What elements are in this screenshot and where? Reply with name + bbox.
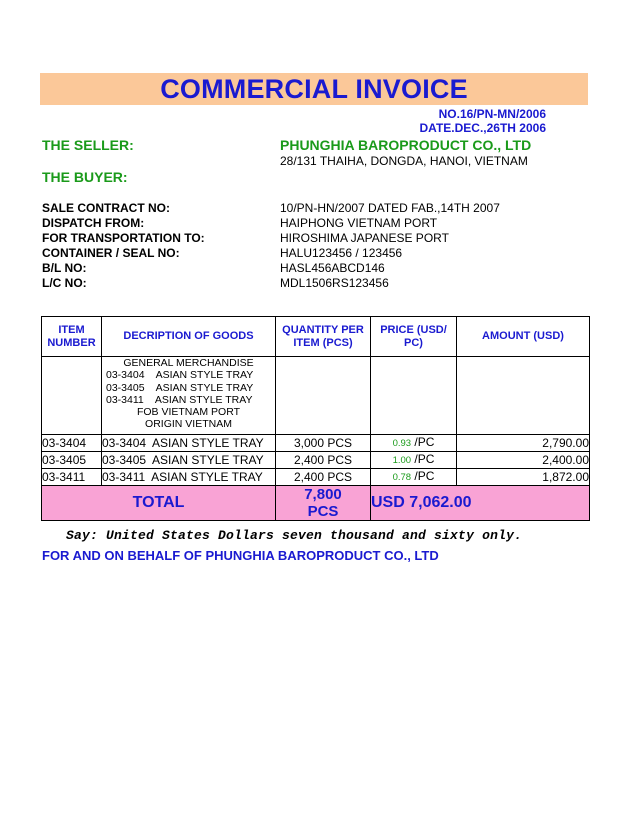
document-title: COMMERCIAL INVOICE <box>160 74 468 104</box>
row-quantity: 3,000 PCS <box>276 435 371 452</box>
row-amount: 2,400.00 <box>457 452 590 469</box>
container-label: CONTAINER / SEAL NO: <box>42 246 180 260</box>
empty-cell <box>457 357 590 435</box>
desc-item-line: 03-3404 ASIAN STYLE TRAY <box>106 369 254 382</box>
desc-origin: ORIGIN VIETNAM <box>145 418 232 431</box>
lc-label: L/C NO: <box>42 276 87 290</box>
header-price: PRICE (USD/ PC) <box>371 317 457 357</box>
container-value: HALU123456 / 123456 <box>280 246 403 260</box>
row-description: 03-3404 ASIAN STYLE TRAY <box>102 435 276 452</box>
row-number: 03-3411 <box>42 469 102 486</box>
row-quantity: 2,400 PCS <box>276 469 371 486</box>
table-row <box>42 469 590 486</box>
header-description: DECRIPTION OF GOODS <box>102 317 276 357</box>
transport-label: FOR TRANSPORTATION TO: <box>42 231 205 245</box>
on-behalf-line: FOR AND ON BEHALF OF PHUNGHIA BAROPRODUCT CO., LTD <box>42 548 439 563</box>
desc-item-line: 03-3411 ASIAN STYLE TRAY <box>106 393 253 406</box>
empty-cell <box>42 357 102 435</box>
row-number: 03-3404 <box>42 435 102 452</box>
seller-address: 28/131 THAIHA, DONGDA, HANOI, VIETNAM <box>280 154 528 168</box>
buyer-label: THE BUYER: <box>42 169 128 185</box>
table-header-row <box>42 317 590 357</box>
sale-contract-value: 10/PN-HN/2007 DATED FAB.,14TH 2007 <box>280 201 500 215</box>
empty-cell <box>371 357 457 435</box>
desc-general: GENERAL MERCHANDISE <box>123 357 254 369</box>
table-row <box>42 435 590 452</box>
header-item-number: ITEM NUMBER <box>42 317 102 357</box>
bl-label: B/L NO: <box>42 261 87 275</box>
total-row <box>42 486 590 521</box>
total-label: TOTAL <box>42 486 276 521</box>
title-banner <box>40 73 588 105</box>
empty-cell <box>276 357 371 435</box>
desc-item-line: 03-3405 ASIAN STYLE TRAY <box>106 381 254 394</box>
row-number: 03-3405 <box>42 452 102 469</box>
table-row <box>42 452 590 469</box>
invoice-number: NO.16/PN-MN/2006 <box>438 107 546 121</box>
row-price: 0.93 /PC <box>371 435 457 452</box>
desc-fob: FOB VIETNAM PORT <box>136 406 241 419</box>
transport-value: HIROSHIMA JAPANESE PORT <box>280 231 449 245</box>
row-description: 03-3411 ASIAN STYLE TRAY <box>102 469 276 486</box>
row-amount: 2,790.00 <box>457 435 590 452</box>
row-quantity: 2,400 PCS <box>276 452 371 469</box>
invoice-date: DATE.DEC.,26TH 2006 <box>419 121 546 135</box>
description-block <box>102 357 276 435</box>
total-quantity: 7,800 PCS <box>276 486 371 521</box>
total-amount: USD 7,062.00 <box>371 486 590 521</box>
seller-name: PHUNGHIA BAROPRODUCT CO., LTD <box>280 137 532 153</box>
amount-in-words: Say: United States Dollars seven thousand and sixty only. <box>66 528 523 543</box>
seller-label: THE SELLER: <box>42 137 134 153</box>
dispatch-label: DISPATCH FROM: <box>42 216 145 230</box>
header-quantity: QUANTITY PER ITEM (PCS) <box>276 317 371 357</box>
lc-value: MDL1506RS123456 <box>280 276 389 290</box>
row-price: 0.78 /PC <box>371 469 457 486</box>
goods-table <box>41 316 590 521</box>
bl-value: HASL456ABCD146 <box>280 261 385 275</box>
row-amount: 1,872.00 <box>457 469 590 486</box>
description-block-row <box>42 357 590 435</box>
dispatch-value: HAIPHONG VIETNAM PORT <box>280 216 438 230</box>
row-price: 1.00 /PC <box>371 452 457 469</box>
sale-contract-label: SALE CONTRACT NO: <box>42 201 170 215</box>
row-description: 03-3405 ASIAN STYLE TRAY <box>102 452 276 469</box>
header-amount: AMOUNT (USD) <box>457 317 590 357</box>
